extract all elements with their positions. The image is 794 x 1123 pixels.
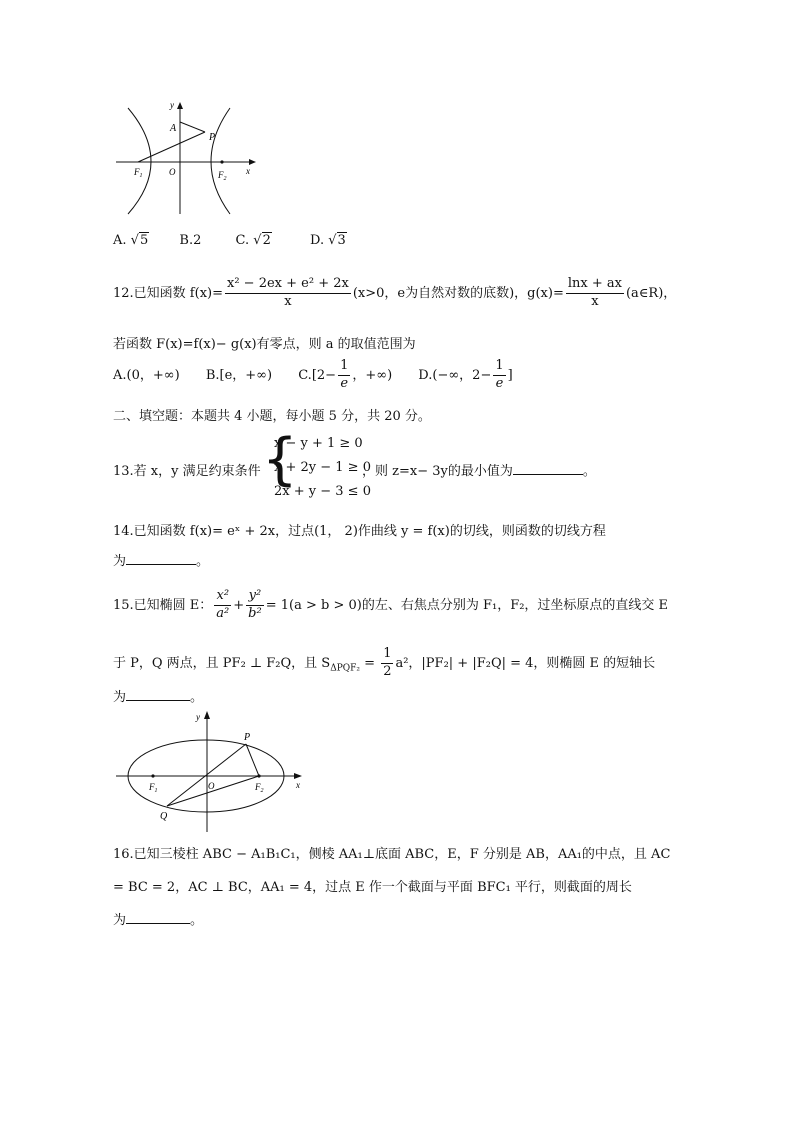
q12-option-c: C.[2− $\frac{1}{e}$ ，+∞) (298, 358, 393, 391)
q13-tail: ，则 z=x− 3y的最小值为 。 (362, 460, 596, 479)
q16-line1: 16.已知三棱柱 ABC − A₁B₁C₁，侧棱 AA₁⊥底面 ABC，E，F 分别是 AB，AA₁的中点，且 AC (113, 847, 671, 862)
point-P-label: P (209, 132, 216, 143)
axis-x-label: x (246, 166, 250, 176)
q15-answer-blank[interactable] (126, 687, 190, 701)
q14-answer-blank[interactable] (126, 551, 196, 565)
q11-option-a: A. √5 (113, 233, 149, 248)
q16-answer-blank[interactable] (126, 910, 190, 924)
q11-option-c: C. √2 (235, 233, 271, 248)
q11-option-b: B.2 (179, 233, 202, 248)
ellipse-figure (112, 708, 312, 836)
q12-option-b: B.[e，+∞) (205, 367, 273, 383)
q15-line3: 为 。 (113, 686, 203, 705)
point-A-label: A (170, 123, 177, 134)
q15-x-fraction: $\frac{\text{x²}}{\text{a²}}$ (216, 588, 230, 621)
point-Q-label: Q (160, 811, 168, 822)
q15-y-fraction: $\frac{\text{y²}}{\text{b²}}$ (248, 588, 262, 621)
q11-options (113, 233, 347, 248)
q16-line2: = BC = 2，AC ⊥ BC，AA₁ = 4，过点 E 作一个截面与平面 BFC₁ 平行，则截面的周长 (113, 880, 632, 895)
point-P-label: P (244, 732, 251, 743)
q13-lead: 13.若 x，y 满足约束条件 (113, 464, 261, 479)
q12-line2: 若函数 F(x)=f(x)− g(x)有零点，则 a 的取值范围为 (113, 337, 416, 352)
q11-option-d: D. √3 (309, 233, 346, 248)
q12-g-fraction: $\frac{\ln x + ax}{x}$ (567, 276, 622, 309)
q14-line1: 14.已知函数 f(x)= eˣ + 2x，过点(1， 2)作曲线 y = f(x)的切线，则函数的切线方程 (113, 524, 606, 539)
axis-y-label: y (170, 100, 174, 110)
origin-label: O (208, 781, 215, 791)
q15-line2: 于 P，Q 两点，且 PF₂ ⊥ F₂Q，且 $S_{\Delta PQF_2}$ = $\frac{1}{2}$ a²，|PF₂| + |F₂Q| = 4，则椭圆 E 的短轴长 (113, 646, 656, 679)
q12-f-fraction: $\frac{\text{x² − 2ex + e² + 2x}}{x}$ (227, 276, 349, 309)
q16-line3: 为 。 (113, 909, 203, 928)
q12-option-a: A.(0，+∞) (113, 367, 180, 383)
brace-icon: { (262, 427, 298, 492)
q15-line1: 15.已知椭圆 E： $\frac{\text{x²}}{\text{a²}}$ + $\frac{\text{y²}}{\text{b²}}$ = 1(a > b > 0)的左、右焦点分别为 F₁，F₂，过坐标原点的直线交 E (113, 588, 669, 621)
focus-F1-label: $F_1$ (149, 782, 158, 794)
q13-answer-blank[interactable] (513, 461, 583, 475)
hyperbola-figure (110, 98, 270, 218)
section2-title: 二、填空题：本题共 4 小题，每小题 5 分，共 20 分。 (113, 409, 431, 424)
axis-x-label: x (296, 780, 300, 790)
q14-line2: 为 。 (113, 550, 209, 569)
focus-F1-label: $F_1$ (134, 167, 143, 179)
origin-label: O (169, 167, 176, 177)
q12-option-d: D.(−∞，2− $\frac{1}{e}$ ] (418, 358, 513, 391)
focus-F2-label: $F_2$ (255, 782, 264, 794)
q12-line1: 12.已知函数 f(x)= $\frac{\text{x² − 2ex + e² + 2x}}{x}$ (x>0，e为自然对数的底数)，g(x)= $\frac{\ln x + ax}{x}$ (a∈R)， (113, 276, 677, 309)
q13-constraints: { x − y + 1 ≥ 0 x + 2y − 1 ≥ 0 2x + y − 3 ≤ 0 (262, 427, 371, 499)
focus-F2-label: $F_2$ (218, 170, 227, 182)
q12-options (113, 358, 513, 393)
axis-y-label: y (196, 712, 200, 722)
